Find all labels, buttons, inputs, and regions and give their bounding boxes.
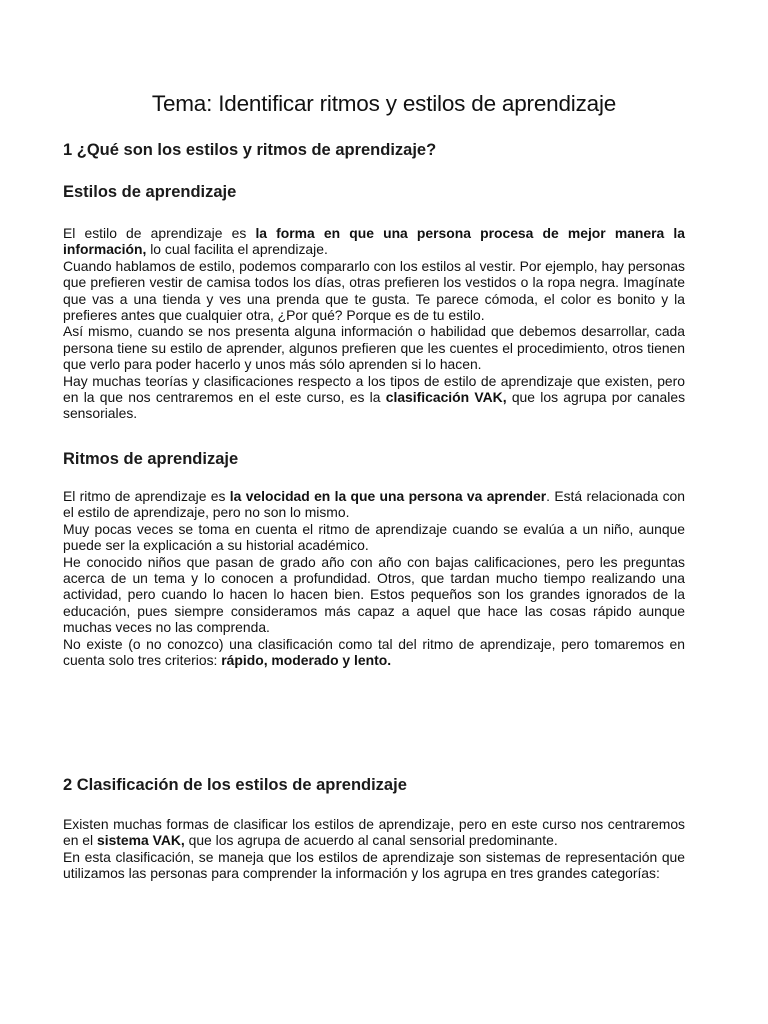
bold-text: clasificación VAK,	[385, 389, 507, 406]
text-span: Hay muchas teorías y clasificaciones respecto a los tipos de estilo de aprendizaje que existen, pero en la que nos centraremos en el este curso, es la	[63, 372, 685, 406]
text-span: lo cual facilita el aprendizaje.	[146, 241, 328, 258]
bold-text: la forma en que una persona procesa de mejor manera la información,	[63, 225, 685, 258]
bold-text: rápido, moderado y lento.	[221, 652, 392, 669]
text-span: . Está relacionada con el estilo de aprendizaje, pero no son lo mismo.	[63, 488, 685, 521]
ritmos-paragraph-3: He conocido niños que pasan de grado año con año con bajas calificaciones, pero les preguntas acerca de un tema y lo conocen a profundidad. Otros, que tardan mucho tiempo realizando una actividad, pero cuando lo hacen lo hacen bien. Estos pequeños son los grandes ignorados de la educación, pues siempre consideramos más capaz a aquel que hace las cosas rápido aunque muchas veces no las comprenda.	[63, 553, 685, 636]
clasificacion-text-block	[63, 816, 685, 882]
text-span: que los agrupa por canales sensoriales.	[63, 389, 686, 422]
document-title: Tema: Identificar ritmos y estilos de aprendizaje	[151, 91, 617, 116]
section-1-heading: 1 ¿Qué son los estilos y ritmos de aprendizaje?	[63, 141, 437, 159]
estilos-text-block	[63, 225, 685, 422]
text-span: que los agrupa de acuerdo al canal sensorial predominante.	[184, 832, 558, 849]
ritmos-paragraph-2: Muy pocas veces se toma en cuenta el ritmo de aprendizaje cuando se evalúa a un niño, aunque puede ser la explicación a su historial académico.	[63, 520, 685, 554]
text-span: Existen muchas formas de clasificar los estilos de aprendizaje, pero en este curso nos centraremos en el	[63, 816, 685, 849]
ritmos-text-block	[63, 488, 685, 668]
clasificacion-paragraph-2: En esta clasificación, se maneja que los estilos de aprendizaje son sistemas de representación que utilizamos las personas para comprender la información y los agrupa en tres grandes categorías:	[63, 848, 685, 882]
estilos-paragraph-1	[63, 225, 685, 258]
estilos-paragraph-3: Así mismo, cuando se nos presenta alguna información o habilidad que debemos desarrollar, cada persona tiene su estilo de aprender, algunos prefieren que les cuentes el procedimiento, otros tienen que verlo para poder hacerlo y unos más sólo aprenden si lo hacen.	[63, 323, 685, 373]
estilos-paragraph-4	[63, 373, 685, 422]
text-span: El estilo de aprendizaje es	[63, 225, 256, 241]
text-span: No existe (o no conozco) una clasificación como tal del ritmo de aprendizaje, pero tomaremos en cuenta solo tres criterios:	[63, 635, 685, 669]
bold-text: la velocidad en la que una persona va aprender	[229, 488, 547, 504]
ritmos-heading: Ritmos de aprendizaje	[63, 450, 239, 468]
estilos-heading: Estilos de aprendizaje	[63, 183, 237, 201]
bold-text: sistema VAK,	[96, 832, 185, 849]
clasificacion-paragraph-1	[63, 816, 685, 849]
ritmos-paragraph-4	[63, 636, 685, 669]
text-span: El ritmo de aprendizaje es	[63, 488, 230, 504]
section-2-heading: 2 Clasificación de los estilos de aprendizaje	[63, 776, 407, 794]
ritmos-paragraph-1	[63, 488, 685, 521]
estilos-paragraph-2: Cuando hablamos de estilo, podemos compararlo con los estilos al vestir. Por ejemplo, hay personas que prefieren vestir de camisa todos los días, otras prefieren los vestidos o la ropa negra. Imagínate que vas a una tienda y ves una prenda que te gusta. Te parece cómoda, el color es bonito y la prefieres antes que cualquier otra, ¿Por qué? Porque es de tu estilo.	[63, 257, 685, 324]
